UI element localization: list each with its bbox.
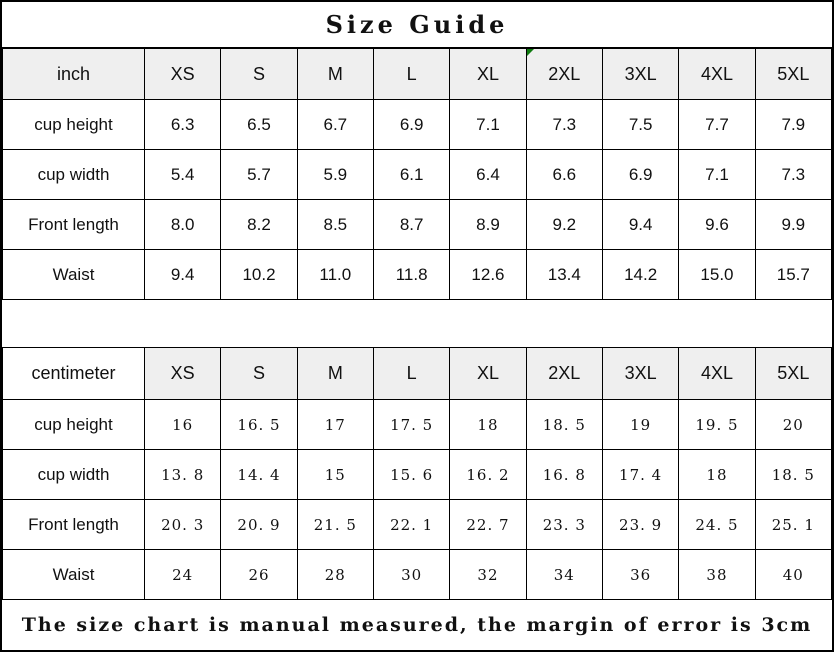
value-cell: 18. 5: [526, 400, 602, 450]
value-cell: 6.9: [373, 100, 449, 150]
value-cell: 7.3: [755, 150, 831, 200]
value-cell: 23. 3: [526, 500, 602, 550]
table-row: [3, 400, 832, 450]
value-cell: 6.9: [602, 150, 678, 200]
value-cell: 34: [526, 550, 602, 600]
value-cell: 38: [679, 550, 755, 600]
value-cell: 16: [145, 400, 221, 450]
value-cell: 32: [450, 550, 526, 600]
value-cell: 5.9: [297, 150, 373, 200]
value-cell: 6.7: [297, 100, 373, 150]
table-row: [3, 500, 832, 550]
value-cell: 11.8: [373, 250, 449, 300]
value-cell: 14. 4: [221, 450, 297, 500]
value-cell: 8.0: [145, 200, 221, 250]
inch-table: [2, 48, 832, 300]
size-header-cell: M: [297, 348, 373, 400]
value-cell: 6.4: [450, 150, 526, 200]
value-cell: 13. 8: [145, 450, 221, 500]
row-label-cell: Front length: [3, 200, 145, 250]
size-header-cell: 4XL: [679, 49, 755, 100]
value-cell: 15: [297, 450, 373, 500]
value-cell: 23. 9: [602, 500, 678, 550]
table-row: [3, 450, 832, 500]
value-cell: 7.1: [679, 150, 755, 200]
value-cell: 8.5: [297, 200, 373, 250]
size-header-cell: 4XL: [679, 348, 755, 400]
value-cell: 25. 1: [755, 500, 831, 550]
value-cell: 26: [221, 550, 297, 600]
row-label-cell: cup height: [3, 400, 145, 450]
value-cell: 18: [679, 450, 755, 500]
table-spacer: [2, 300, 832, 347]
size-header-cell: M: [297, 49, 373, 100]
value-cell: 16. 2: [450, 450, 526, 500]
value-cell: 8.9: [450, 200, 526, 250]
value-cell: 6.1: [373, 150, 449, 200]
size-header-cell: S: [221, 348, 297, 400]
size-header-cell: XL: [450, 348, 526, 400]
size-header-cell: L: [373, 49, 449, 100]
value-cell: 7.7: [679, 100, 755, 150]
table-row: [3, 250, 832, 300]
value-cell: 19: [602, 400, 678, 450]
value-cell: 20: [755, 400, 831, 450]
row-label-cell: cup width: [3, 450, 145, 500]
row-label-cell: cup height: [3, 100, 145, 150]
table-row: [3, 200, 832, 250]
table-row: [3, 100, 832, 150]
value-cell: 17. 5: [373, 400, 449, 450]
value-cell: 5.4: [145, 150, 221, 200]
size-header-cell: L: [373, 348, 449, 400]
unit-header-cell: inch: [3, 49, 145, 100]
row-label-cell: Waist: [3, 550, 145, 600]
value-cell: 12.6: [450, 250, 526, 300]
value-cell: 22. 1: [373, 500, 449, 550]
value-cell: 16. 8: [526, 450, 602, 500]
value-cell: 9.4: [145, 250, 221, 300]
size-header-cell: 5XL: [755, 49, 831, 100]
value-cell: 7.5: [602, 100, 678, 150]
value-cell: 8.2: [221, 200, 297, 250]
value-cell: 11.0: [297, 250, 373, 300]
value-cell: 6.3: [145, 100, 221, 150]
value-cell: 10.2: [221, 250, 297, 300]
value-cell: 36: [602, 550, 678, 600]
value-cell: 6.5: [221, 100, 297, 150]
size-header-cell: [526, 49, 602, 100]
value-cell: 13.4: [526, 250, 602, 300]
table-header-row: [3, 348, 832, 400]
unit-header-cell: centimeter: [3, 348, 145, 400]
size-header-cell: S: [221, 49, 297, 100]
value-cell: 24. 5: [679, 500, 755, 550]
size-header-label: 2XL: [548, 63, 581, 84]
value-cell: 14.2: [602, 250, 678, 300]
value-cell: 15.7: [755, 250, 831, 300]
table-row: [3, 150, 832, 200]
value-cell: 15.0: [679, 250, 755, 300]
size-header-cell: 3XL: [602, 348, 678, 400]
page-title: Size Guide: [2, 2, 832, 48]
value-cell: 17: [297, 400, 373, 450]
value-cell: 21. 5: [297, 500, 373, 550]
value-cell: 19. 5: [679, 400, 755, 450]
value-cell: 18. 5: [755, 450, 831, 500]
centimeter-table: [2, 347, 832, 600]
value-cell: 20. 3: [145, 500, 221, 550]
value-cell: 9.6: [679, 200, 755, 250]
value-cell: 9.9: [755, 200, 831, 250]
value-cell: 18: [450, 400, 526, 450]
size-header-cell: 5XL: [755, 348, 831, 400]
value-cell: 5.7: [221, 150, 297, 200]
row-label-cell: Front length: [3, 500, 145, 550]
value-cell: 9.2: [526, 200, 602, 250]
value-cell: 7.9: [755, 100, 831, 150]
value-cell: 6.6: [526, 150, 602, 200]
size-header-cell: 3XL: [602, 49, 678, 100]
value-cell: 40: [755, 550, 831, 600]
size-header-cell: XL: [450, 49, 526, 100]
row-label-cell: cup width: [3, 150, 145, 200]
footer-note: The size chart is manual measured, the margin of error is 3cm: [21, 613, 813, 636]
value-cell: 24: [145, 550, 221, 600]
value-cell: 20. 9: [221, 500, 297, 550]
table-row: [3, 550, 832, 600]
value-cell: 9.4: [602, 200, 678, 250]
cell-error-marker-triangle-icon: [527, 49, 534, 56]
value-cell: 7.1: [450, 100, 526, 150]
size-header-cell: XS: [145, 348, 221, 400]
value-cell: 15. 6: [373, 450, 449, 500]
value-cell: 8.7: [373, 200, 449, 250]
row-label-cell: Waist: [3, 250, 145, 300]
value-cell: 16. 5: [221, 400, 297, 450]
value-cell: 7.3: [526, 100, 602, 150]
size-header-cell: XS: [145, 49, 221, 100]
value-cell: 17. 4: [602, 450, 678, 500]
size-header-cell: 2XL: [526, 348, 602, 400]
table-header-row: [3, 49, 832, 100]
value-cell: 30: [373, 550, 449, 600]
value-cell: 22. 7: [450, 500, 526, 550]
value-cell: 28: [297, 550, 373, 600]
